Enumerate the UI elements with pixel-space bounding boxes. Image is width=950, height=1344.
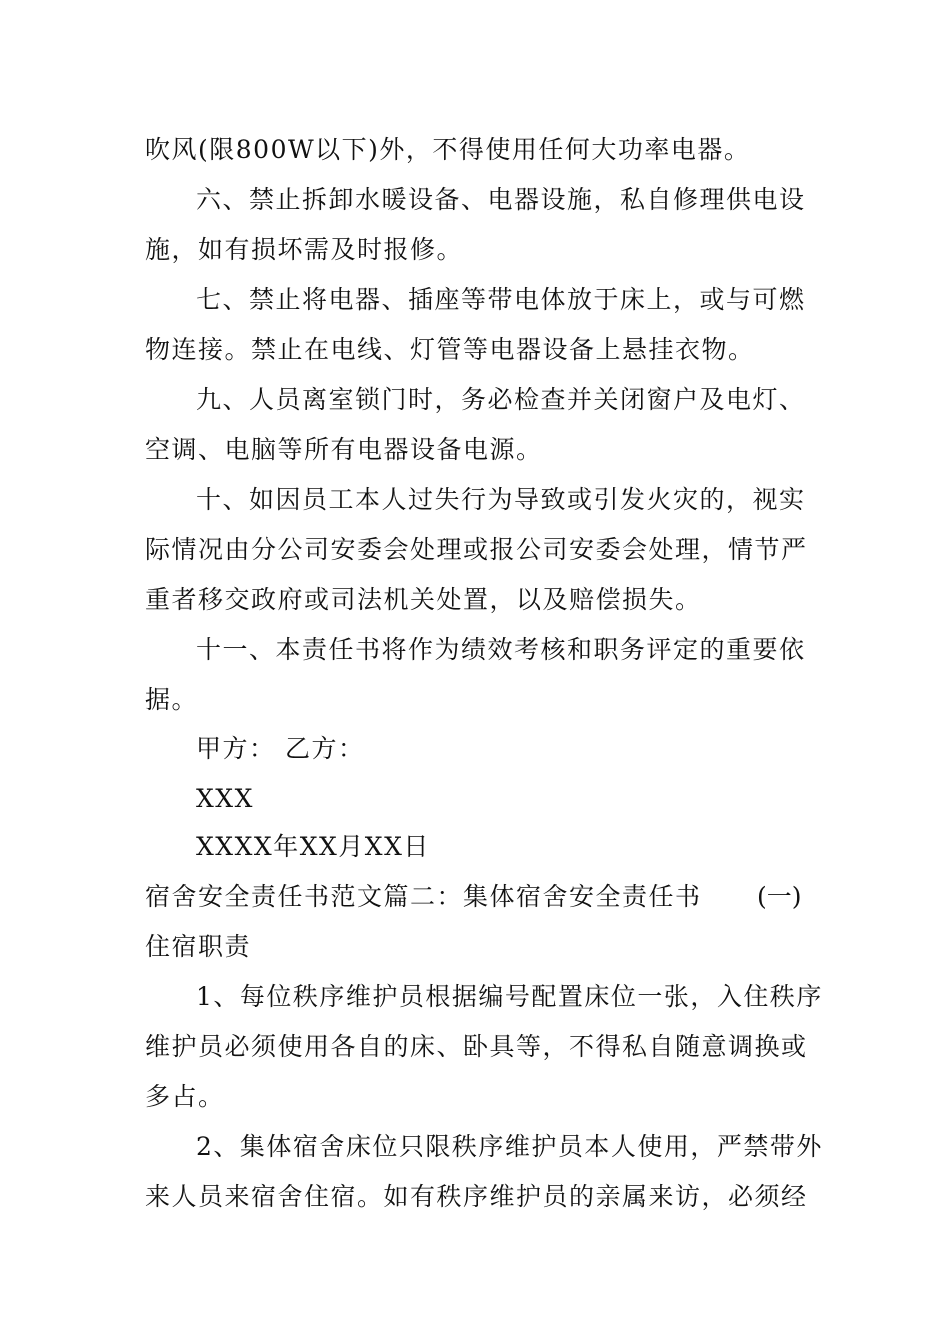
text-line: 重者移交政府或司法机关处置，以及赔偿损失。 — [145, 585, 702, 614]
text-line: 维护员必须使用各自的床、卧具等，不得私自随意调换或 — [145, 1032, 808, 1061]
text-line: 施，如有损坏需及时报修。 — [145, 235, 464, 264]
text-line: 吹风(限800W以下)外，不得使用任何大功率电器。 — [145, 135, 751, 164]
text-line: 空调、电脑等所有电器设备电源。 — [145, 435, 543, 464]
signature-date: XXXX年XX月XX日 — [196, 832, 430, 861]
section-subheading: 住宿职责 — [145, 932, 252, 961]
text-line: 际情况由分公司安委会处理或报公司安委会处理，情节严 — [145, 535, 808, 564]
text-line: 1、每位秩序维护员根据编号配置床位一张，入住秩序 — [196, 982, 823, 1011]
text-line: 多占。 — [145, 1082, 225, 1111]
text-line: 2、集体宿舍床位只限秩序维护员本人使用，严禁带外 — [196, 1132, 823, 1161]
text-line: 十一、本责任书将作为绩效考核和职务评定的重要依 — [196, 635, 806, 664]
text-line: 十、如因员工本人过失行为导致或引发火灾的，视实 — [196, 485, 806, 514]
text-line: 来人员来宿舍住宿。如有秩序维护员的亲属来访，必须经 — [145, 1182, 808, 1211]
section-number: (一) — [757, 882, 802, 911]
text-line: 九、人员离室锁门时，务必检查并关闭窗户及电灯、 — [196, 385, 806, 414]
signature-name: XXX — [196, 784, 254, 813]
text-line: 六、禁止拆卸水暖设备、电器设施，私自修理供电设 — [196, 185, 806, 214]
text-line: 据。 — [145, 685, 199, 714]
signature-parties: 甲方： 乙方： — [196, 734, 365, 763]
text-line: 物连接。禁止在电线、灯管等电器设备上悬挂衣物。 — [145, 335, 755, 364]
text-line: 七、禁止将电器、插座等带电体放于床上，或与可燃 — [196, 285, 806, 314]
section-heading: 宿舍安全责任书范文篇二：集体宿舍安全责任书 — [145, 882, 702, 911]
